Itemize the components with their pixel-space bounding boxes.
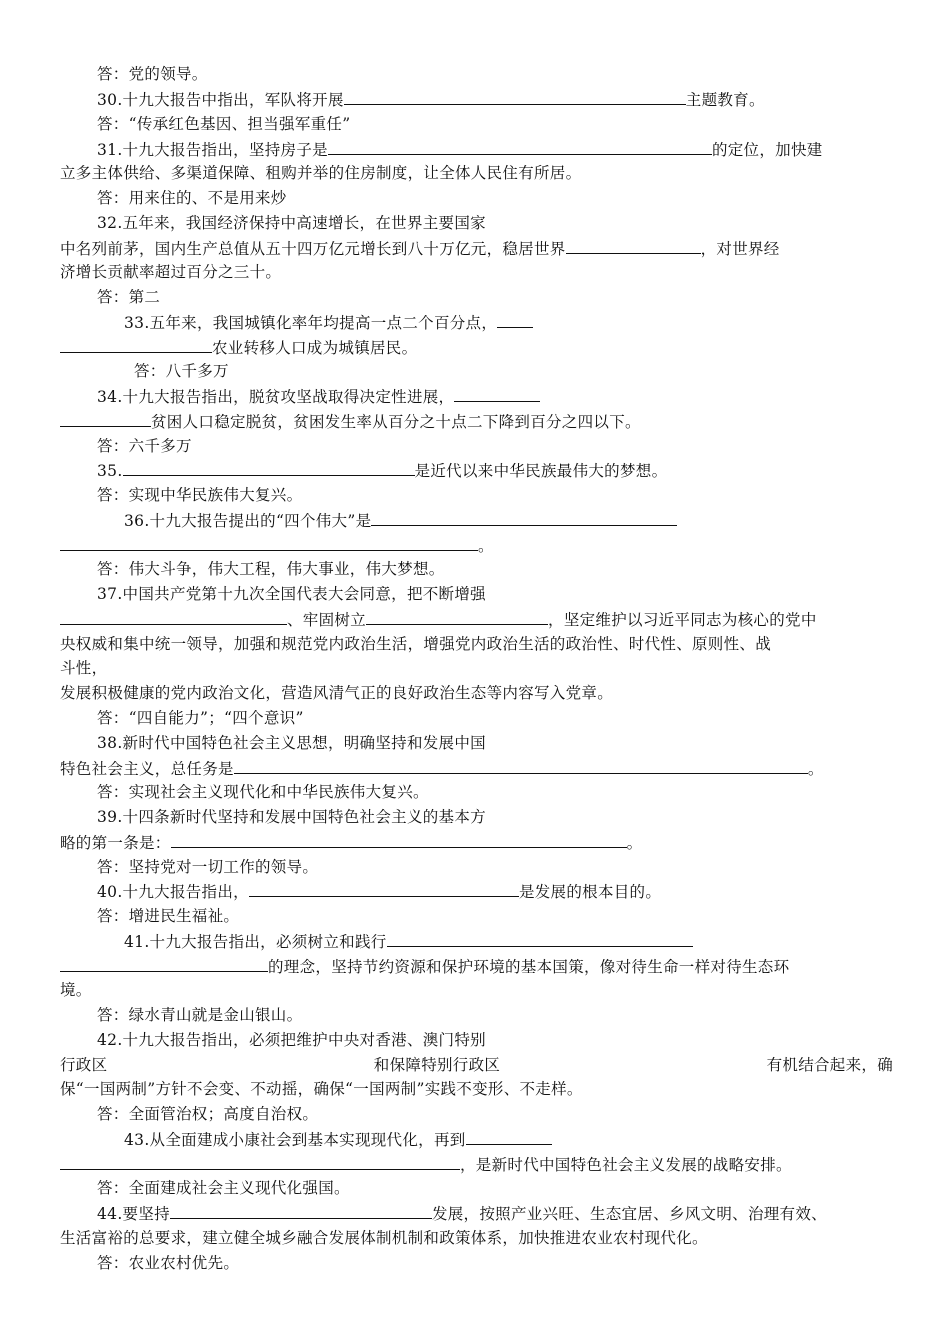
question-41-cont: 的理念，坚持节约资源和保护环境的基本国策，像对待生命一样对待生态环 (60, 954, 789, 979)
question-31-cont: 立多主体供给、多渠道保障、租购并举的住房制度，让全体人民住有所居。 (60, 164, 582, 182)
question-32-cont: 济增长贡献率超过百分之三十。 (60, 263, 282, 281)
answer-40: 答：增进民生福祉。 (97, 907, 240, 925)
blank (60, 335, 212, 353)
question-33: 33.五年来，我国城镇化率年均提高一点二个百分点， (124, 310, 533, 335)
question-34-cont: 贫困人口稳定脱贫，贫困发生率从百分之十点二下降到百分之四以下。 (60, 409, 641, 434)
answer-31: 答：用来住的、不是用来炒 (97, 189, 287, 207)
blank (60, 607, 287, 625)
answer-37: 答：“四自能力”；“四个意识” (97, 709, 304, 727)
question-41: 41.十九大报告指出，必须树立和践行 (124, 929, 693, 954)
blank (249, 879, 519, 897)
blank (170, 1201, 432, 1219)
blank (497, 310, 533, 328)
blank (366, 607, 548, 625)
answer-42: 答：全面管治权；高度自治权。 (97, 1105, 319, 1123)
answer-33: 答：八千多万 (134, 362, 229, 380)
answer-29: 答：党的领导。 (97, 65, 208, 83)
blank (371, 508, 677, 526)
question-42-cont: 保“一国两制”方针不会变、不动摇，确保“一国两制”实践不变形、不走样。 (60, 1080, 583, 1098)
question-34: 34.十九大报告指出，脱贫攻坚战取得决定性进展， (97, 384, 540, 409)
answer-38: 答：实现社会主义现代化和中华民族伟大复兴。 (97, 783, 429, 801)
blank (60, 1152, 460, 1170)
question-38-cont: 特色社会主义，总任务是 。 (60, 756, 824, 781)
question-39: 39.十四条新时代坚持和发展中国特色社会主义的基本方 (97, 808, 486, 826)
blank (387, 929, 693, 947)
question-42: 42.十九大报告指出，必须把维护中央对香港、澳门特别 (97, 1031, 486, 1049)
answer-30: 答：“传承红色基因、担当强军重任” (97, 115, 351, 133)
question-39-cont: 略的第一条是： 。 (60, 830, 642, 855)
answer-34: 答：六千多万 (97, 437, 192, 455)
answer-32: 答：第二 (97, 288, 161, 306)
question-38: 38.新时代中国特色社会主义思想，明确坚持和发展中国 (97, 734, 486, 752)
question-40: 40.十九大报告指出， 是发展的根本目的。 (97, 879, 661, 904)
blank (123, 458, 415, 476)
question-32-cont: 中名列前茅，国内生产总值从五十四万亿元增长到八十万亿元，稳居世界 ，对世界经 (60, 236, 780, 261)
blank (171, 830, 627, 848)
question-31: 31.十九大报告指出，坚持房子是 的定位，加快建 (97, 137, 823, 162)
question-37: 37.中国共产党第十九次全国代表大会同意，把不断增强 (97, 585, 486, 603)
question-37-cont: 央权威和集中统一领导，加强和规范党内政治生活，增强党内政治生活的政治性、时代性、原则性、战 (60, 635, 772, 653)
question-37-cont: 发展积极健康的党内政治文化，营造风清气正的良好政治生态等内容写入党章。 (60, 684, 614, 702)
answer-41: 答：绿水青山就是金山银山。 (97, 1006, 303, 1024)
question-37-cont: 斗性， (60, 659, 108, 677)
blank (328, 137, 712, 155)
question-43-cont: ，是新时代中国特色社会主义发展的战略安排。 (60, 1152, 792, 1177)
question-43: 43.从全面建成小康社会到基本实现现代化，再到 (124, 1127, 552, 1152)
question-30: 30.十九大报告中指出，军队将开展 主题教育。 (97, 87, 765, 112)
answer-44: 答：农业农村优先。 (97, 1254, 240, 1272)
answer-39: 答：坚持党对一切工作的领导。 (97, 858, 319, 876)
blank (60, 954, 268, 972)
question-33-cont: 农业转移人口成为城镇居民。 (60, 335, 417, 360)
question-35: 35. 是近代以来中华民族最伟大的梦想。 (97, 458, 667, 483)
blank (344, 87, 686, 105)
question-44: 44.要坚持 发展，按照产业兴旺、生态宜居、乡风文明、治理有效、 (97, 1201, 827, 1226)
question-42-cont: 行政区 和保障特别行政区 有机结合起来，确 (60, 1056, 893, 1074)
blank (566, 236, 701, 254)
question-36: 36.十九大报告提出的“四个伟大”是 (124, 508, 677, 533)
question-37-cont: 、牢固树立 ，坚定维护以习近平同志为核心的党中 (60, 607, 817, 632)
answer-35: 答：实现中华民族伟大复兴。 (97, 486, 303, 504)
question-32: 32.五年来，我国经济保持中高速增长，在世界主要国家 (97, 214, 486, 232)
question-36-cont: 。 (60, 533, 494, 558)
answer-43: 答：全面建成社会主义现代化强国。 (97, 1179, 350, 1197)
question-41-cont: 境。 (60, 981, 92, 999)
question-44-cont: 生活富裕的总要求，建立健全城乡融合发展体制机制和政策体系，加快推进农业农村现代化。 (60, 1229, 708, 1247)
blank (60, 409, 151, 427)
blank (454, 384, 540, 402)
blank (466, 1127, 552, 1145)
blank (234, 756, 808, 774)
blank (60, 533, 478, 551)
answer-36: 答：伟大斗争，伟大工程，伟大事业，伟大梦想。 (97, 560, 445, 578)
